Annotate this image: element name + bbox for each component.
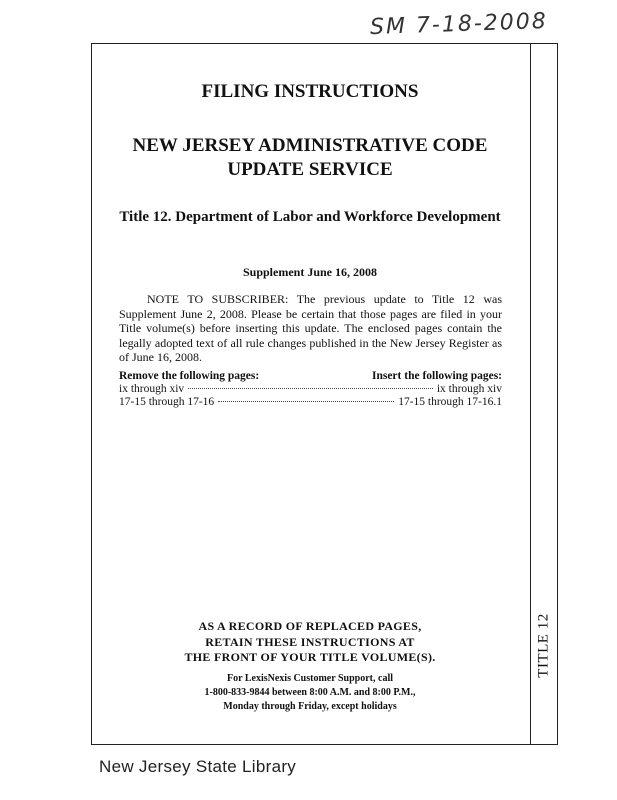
record-line3: THE FRONT OF YOUR TITLE VOLUME(S). [184, 650, 436, 664]
table-row [119, 396, 502, 408]
title-tab-label [530, 600, 558, 690]
dot-leader [218, 401, 394, 402]
record-notice [91, 619, 529, 666]
code-title-line2: UPDATE SERVICE [227, 159, 393, 180]
support-line2: 1-800-833-9844 between 8:00 A.M. and 8:00 P.M., [204, 687, 416, 698]
insert-pages: ix through xiv [436, 383, 502, 395]
dot-leader [188, 388, 433, 389]
page-title: FILING INSTRUCTIONS [201, 81, 419, 102]
remove-pages: ix through xiv [119, 383, 185, 395]
handwritten-note: SM 7-18-2008 [369, 8, 549, 41]
title-tab-text: TITLE 12 [535, 612, 552, 678]
support-line3: Monday through Friday, except holidays [223, 701, 397, 712]
table-row [119, 383, 502, 395]
support-line1: For LexisNexis Customer Support, call [226, 673, 393, 684]
code-title-line1: NEW JERSEY ADMINISTRATIVE CODE [132, 135, 488, 156]
remove-header: Remove the following pages: [119, 370, 260, 382]
remove-pages: 17-15 through 17-16 [119, 396, 215, 408]
customer-support [91, 672, 529, 714]
supplement-date: Supplement June 16, 2008 [242, 265, 378, 279]
code-title [91, 134, 529, 182]
insert-header: Insert the following pages: [371, 370, 502, 382]
record-line2: RETAIN THESE INSTRUCTIONS AT [205, 634, 415, 649]
library-stamp: New Jersey State Library [99, 757, 297, 776]
subscriber-note [119, 292, 502, 365]
subscriber-note-text: NOTE TO SUBSCRIBER: The previous update to Title 12 was Supplement June 2, 2008. Please be certain that those pages are filed in your Title volume(s) before inserting this update. The enclosed pages contain the legally adopted text of all rule changes published in the New Jersey Register as of June 16, 2008. [119, 292, 502, 365]
insert-pages: 17-15 through 17-16.1 [398, 396, 502, 408]
record-line1: AS A RECORD OF REPLACED PAGES, [198, 619, 422, 633]
title-subject: Title 12. Department of Labor and Workforce Development [119, 209, 501, 225]
table-header [119, 370, 502, 382]
